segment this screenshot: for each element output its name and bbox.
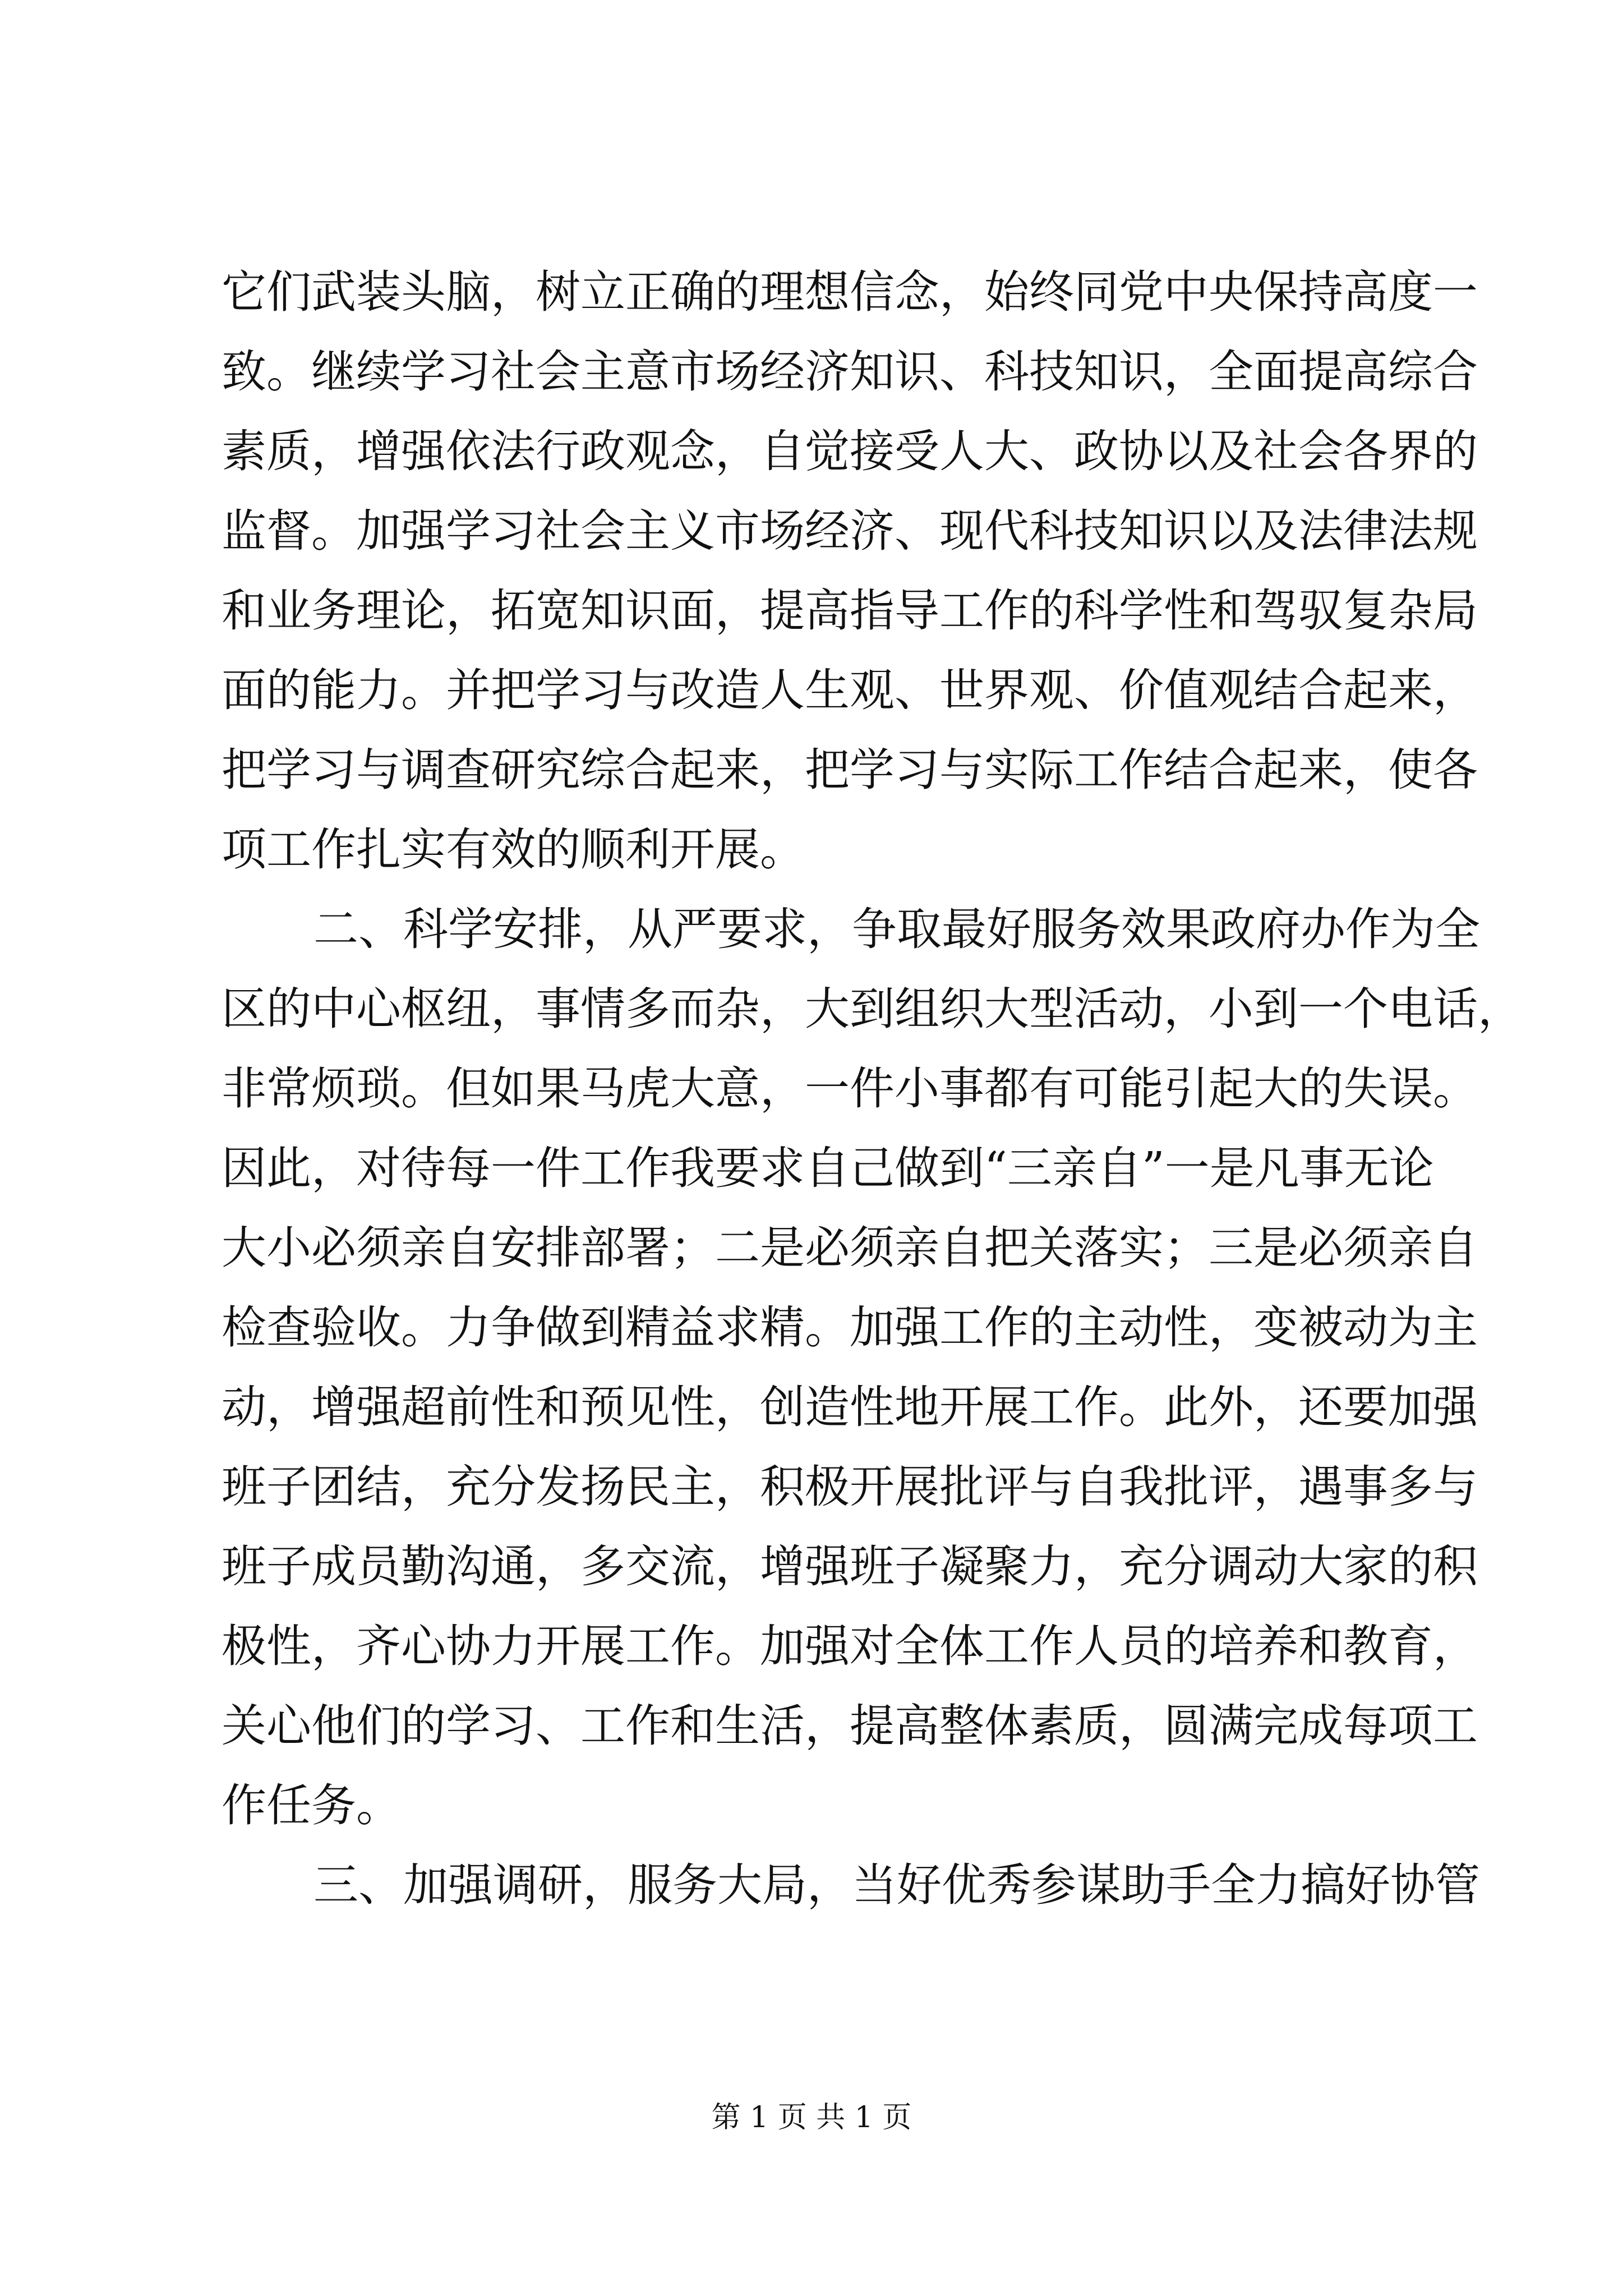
text-line: 把学习与调查研究综合起来，把学习与实际工作结合起来，使各 — [222, 744, 1478, 796]
section-heading-line: 三、加强调研，服务大局，当好优秀参谋助手全力搞好协管 — [313, 1859, 1480, 1911]
text-line: 素质，增强依法行政观念，自觉接受人大、政协以及社会各界的 — [222, 425, 1478, 477]
text-line: 班子团结，充分发扬民主，积极开展批评与自我批评，遇事多与 — [222, 1461, 1478, 1513]
text-line: 动，增强超前性和预见性，创造性地开展工作。此外，还要加强 — [222, 1381, 1478, 1433]
text-line: 检查验收。力争做到精益求精。加强工作的主动性，变被动为主 — [222, 1301, 1478, 1354]
text-line: 关心他们的学习、工作和生活，提高整体素质，圆满完成每项工 — [222, 1700, 1478, 1752]
document-body — [222, 252, 1523, 1925]
text-line: 监督。加强学习社会主义市场经济、现代科技知识以及法律法规 — [222, 505, 1478, 557]
text-line: 项工作扎实有效的顺利开展。 — [222, 823, 805, 876]
text-line: 致。继续学习社会主意市场经济知识、科技知识，全面提高综合 — [222, 346, 1478, 398]
text-line: 非常烦琐。但如果马虎大意，一件小事都有可能引起大的失误。 — [222, 1062, 1478, 1115]
text-line: 面的能力。并把学习与改造人生观、世界观、价值观结合起来， — [222, 664, 1478, 716]
text-line: 作任务。 — [222, 1779, 401, 1832]
text-line: 因此，对待每一件工作我要求自己做到“三亲自”一是凡事无论 — [222, 1142, 1434, 1194]
page-number-footer: 第 1 页 共 1 页 — [711, 2101, 912, 2134]
text-line: 大小必须亲自安排部署；二是必须亲自把关落实；三是必须亲自 — [222, 1222, 1478, 1274]
text-line: 它们武装头脑，树立正确的理想信念，始终同党中央保持高度一 — [222, 266, 1478, 318]
text-line: 班子成员勤沟通，多交流，增强班子凝聚力，充分调动大家的积 — [222, 1540, 1478, 1593]
text-line: 区的中心枢纽，事情多而杂，大到组织大型活动，小到一个电话， — [222, 983, 1523, 1035]
section-heading-line: 二、科学安排，从严要求，争取最好服务效果政府办作为全 — [313, 903, 1480, 955]
text-line: 极性，齐心协力开展工作。加强对全体工作人员的培养和教育， — [222, 1620, 1478, 1672]
text-line: 和业务理论，拓宽知识面，提高指导工作的科学性和驾驭复杂局 — [222, 585, 1478, 637]
